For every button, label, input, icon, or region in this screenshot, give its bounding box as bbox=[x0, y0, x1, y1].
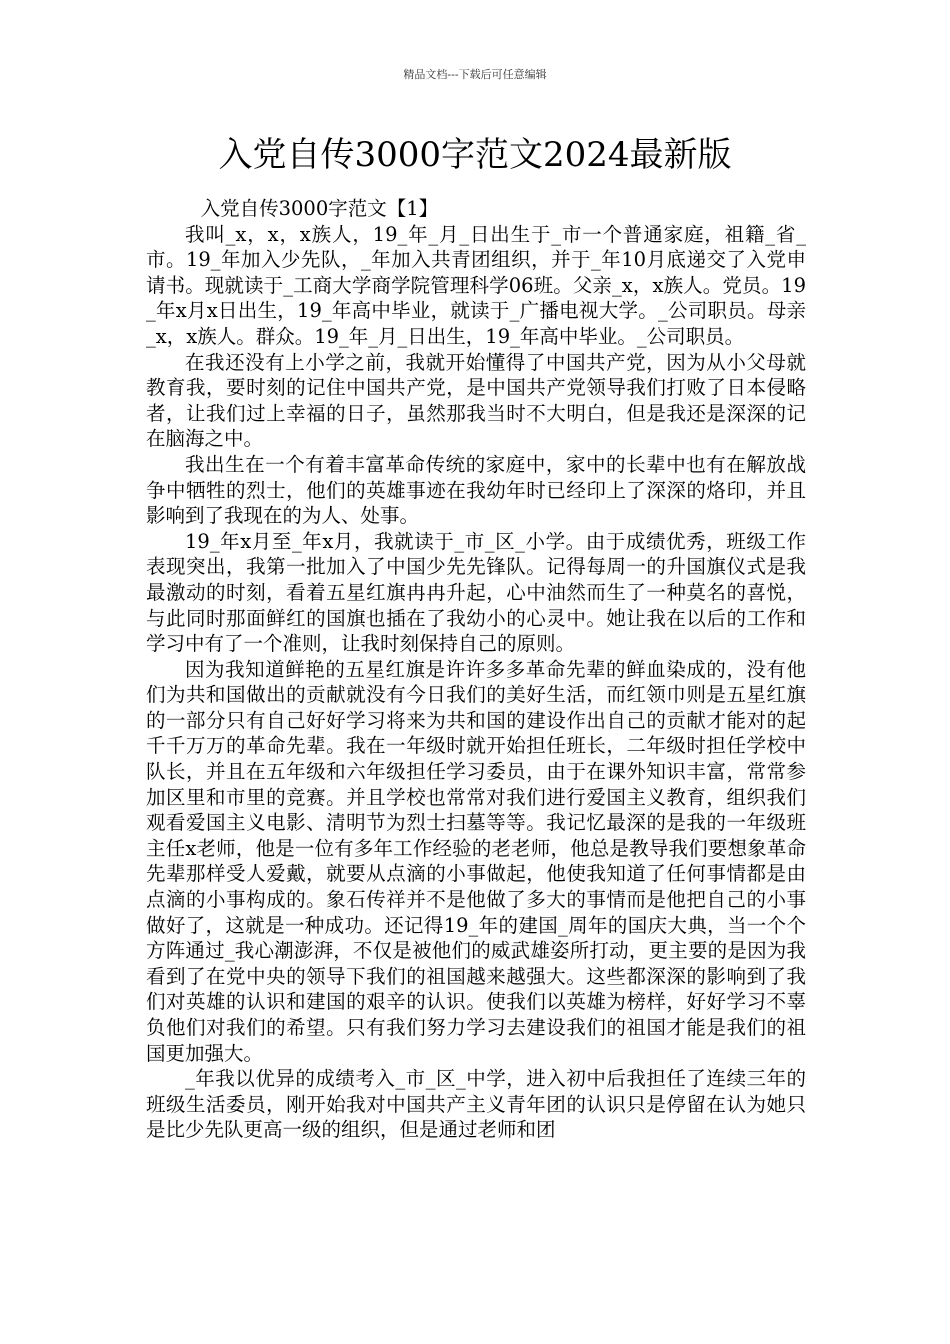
paragraph: _年我以优异的成绩考入_市_区_中学，进入初中后我担任了连续三年的班级生活委员，刚开始我对中国共产主义青年团的认识只是停留在认为她只是比少先队更高一级的组织，但是通过老师和团 bbox=[146, 1067, 806, 1142]
header-note: 精品文档---下载后可任意编辑 bbox=[403, 68, 547, 81]
paragraph: 因为我知道鲜艳的五星红旗是许许多多革命先辈的鲜血染成的，没有他们为共和国做出的贡献就没有今日我们的美好生活，而红领巾则是五星红旗的一部分只有自己好好学习将来为共和国的建设作出自己的贡献才能对的起千千万万的革命先辈。我在一年级时就开始担任班长，二年级时担任学校中队长，并且在五年级和六年级担任学习委员，由于在课外知识丰富，常常参加区里和市里的竞赛。并且学校也常常对我们进行爱国主义教育，组织我们观看爱国主义电影、清明节为烈士扫墓等等。我记忆最深的是我的一年级班主任x老师，他是一位有多年工作经验的老老师，他总是教导我们要想象革命先辈那样受人爱戴，就要从点滴的小事做起，他使我知道了任何事情都是由点滴的小事构成的。象石传祥并不是他做了多大的事情而是他把自己的小事做好了，这就是一种成功。还记得19_年的建国_周年的国庆大典，当一个个方阵通过_我心潮澎湃，不仅是被他们的威武雄姿所打动，更主要的是因为我看到了在党中央的领导下我们的祖国越来越强大。这些都深深的影响到了我们对英雄的认识和建国的艰辛的认识。使我们以英雄为榜样，好好学习不辜负他们对我们的希望。只有我们努力学习去建设我们的祖国才能是我们的祖国更加强大。 bbox=[146, 657, 806, 1065]
paragraph: 我叫_x，x，x族人，19_年_月_日出生于_市一个普通家庭，祖籍_省_市。19_年加入少先队，_年加入共青团组织，并于_年10月底递交了入党申请书。现就读于_工商大学商学院管理科学06班。父亲_x，x族人。党员。19_年x月x日出生，19_年高中毕业，就读于_广播电视大学。_公司职员。母亲_x，x族人。群众。19_年_月_日出生，19_年高中毕业。_公司职员。 bbox=[146, 222, 806, 348]
paragraph: 在我还没有上小学之前，我就开始懂得了中国共产党，因为从小父母就教育我，要时刻的记住中国共产党，是中国共产党领导我们打败了日本侵略者，让我们过上幸福的日子，虽然那我当时不大明白，但是我还是深深的记在脑海之中。 bbox=[146, 350, 806, 451]
paragraph: 19_年x月至_年x月，我就读于_市_区_小学。由于成绩优秀，班级工作表现突出，我第一批加入了中国少先先锋队。记得每周一的升国旗仪式是我最激动的时刻，看着五星红旗冉冉升起，心中油然而生了一种莫名的喜悦，与此同时那面鲜红的国旗也插在了我幼小的心灵中。她让我在以后的工作和学习中有了一个准则，让我时刻保持自己的原则。 bbox=[146, 529, 806, 656]
section-heading: 入党自传3000字范文【1】 bbox=[200, 197, 439, 220]
paragraph: 我出生在一个有着丰富革命传统的家庭中，家中的长辈中也有在解放战争中牺牲的烈士，他们的英雄事迹在我幼年时已经印上了深深的烙印，并且影响到了我现在的为人、处事。 bbox=[146, 452, 806, 528]
document-body bbox=[146, 196, 806, 1143]
document-title: 入党自传3000字范文2024最新版 bbox=[218, 135, 732, 175]
